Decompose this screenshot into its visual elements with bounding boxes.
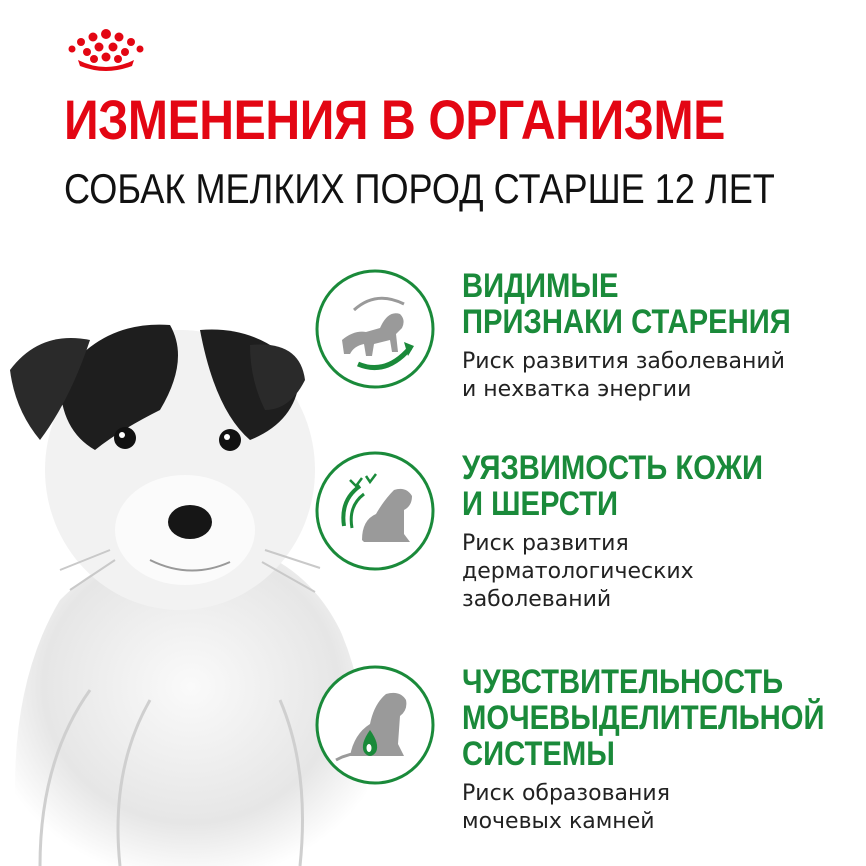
brand-crown-logo: [66, 28, 146, 74]
feature-description: Риск развития дерматологических заболеваний: [462, 531, 694, 612]
dog-skin-coat-icon: [314, 450, 436, 572]
feature-title-line: СИСТЕМЫ: [462, 735, 615, 773]
page-subtitle: СОБАК МЕЛКИХ ПОРОД СТАРШЕ 12 ЛЕТ: [64, 165, 775, 212]
feature-title-line: ЧУВСТВИТЕЛЬНОСТЬ: [462, 663, 784, 701]
dog-urinary-icon: [314, 664, 436, 786]
feature-title-line: ПРИЗНАКИ СТАРЕНИЯ: [462, 303, 791, 341]
feature-description: Риск развития заболеваний и нехватка энергии: [462, 349, 785, 402]
feature-description: Риск образования мочевых камней: [462, 781, 670, 834]
feature-title-line: УЯЗВИМОСТЬ КОЖИ: [462, 449, 764, 487]
feature-title-line: И ШЕРСТИ: [462, 485, 619, 523]
feature-title-line: МОЧЕВЫДЕЛИТЕЛЬНОЙ: [462, 699, 825, 737]
feature-title-line: ВИДИМЫЕ: [462, 267, 619, 305]
page-title: ИЗМЕНЕНИЯ В ОРГАНИЗМЕ: [64, 88, 725, 151]
dog-aging-icon: [314, 268, 436, 390]
